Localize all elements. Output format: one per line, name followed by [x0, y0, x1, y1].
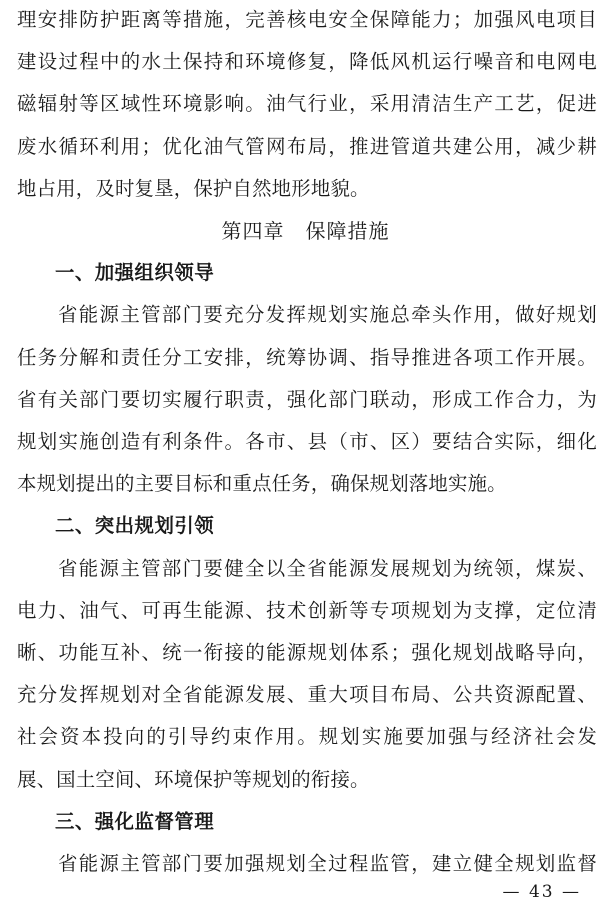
- body-text-line: 本规划提出的主要目标和重点任务，确保规划落地实施。: [17, 472, 507, 495]
- body-text-line: 省能源主管部门要加强规划全过程监管，建立健全规划监督: [58, 852, 597, 875]
- body-text-line: 省能源主管部门要健全以全省能源发展规划为统领，煤炭、: [58, 557, 597, 580]
- page-number: — 43 —: [502, 882, 581, 902]
- body-text-line: 省能源主管部门要充分发挥规划实施总牵头作用，做好规划: [58, 303, 597, 326]
- section-heading: 二、突出规划引领: [55, 514, 215, 537]
- body-text-line: 地占用，及时复垦，保护自然地形地貌。: [17, 177, 370, 200]
- body-text-line: 理安排防护距离等措施，完善核电安全保障能力；加强风电项目: [17, 8, 597, 31]
- section-heading: 一、加强组织领导: [55, 261, 215, 284]
- chapter-title: 第四章 保障措施: [221, 219, 390, 243]
- body-text-line: 废水循环利用；优化油气管网布局，推进管道共建公用，减少耕: [17, 135, 597, 158]
- section-heading: 三、强化监督管理: [55, 810, 215, 833]
- body-text-line: 展、国土空间、环境保护等规划的衔接。: [17, 768, 370, 791]
- body-text-line: 建设过程中的水土保持和环境修复，降低风机运行噪音和电网电: [17, 50, 597, 73]
- body-text-line: 任务分解和责任分工安排，统筹协调、指导推进各项工作开展。: [17, 346, 597, 369]
- body-text-line: 规划实施创造有利条件。各市、县（市、区）要结合实际，细化: [17, 430, 597, 453]
- body-text-line: 省有关部门要切实履行职责，强化部门联动，形成工作合力，为: [17, 388, 597, 411]
- body-text-line: 磁辐射等区域性环境影响。油气行业，采用清洁生产工艺，促进: [17, 92, 597, 115]
- body-text-line: 晰、功能互补、统一衔接的能源规划体系；强化规划战略导向，: [17, 641, 597, 664]
- body-text-line: 充分发挥规划对全省能源发展、重大项目布局、公共资源配置、: [17, 683, 597, 706]
- body-text-line: 电力、油气、可再生能源、技术创新等专项规划为支撑，定位清: [17, 599, 597, 622]
- body-text-line: 社会资本投向的引导约束作用。规划实施要加强与经济社会发: [17, 725, 597, 748]
